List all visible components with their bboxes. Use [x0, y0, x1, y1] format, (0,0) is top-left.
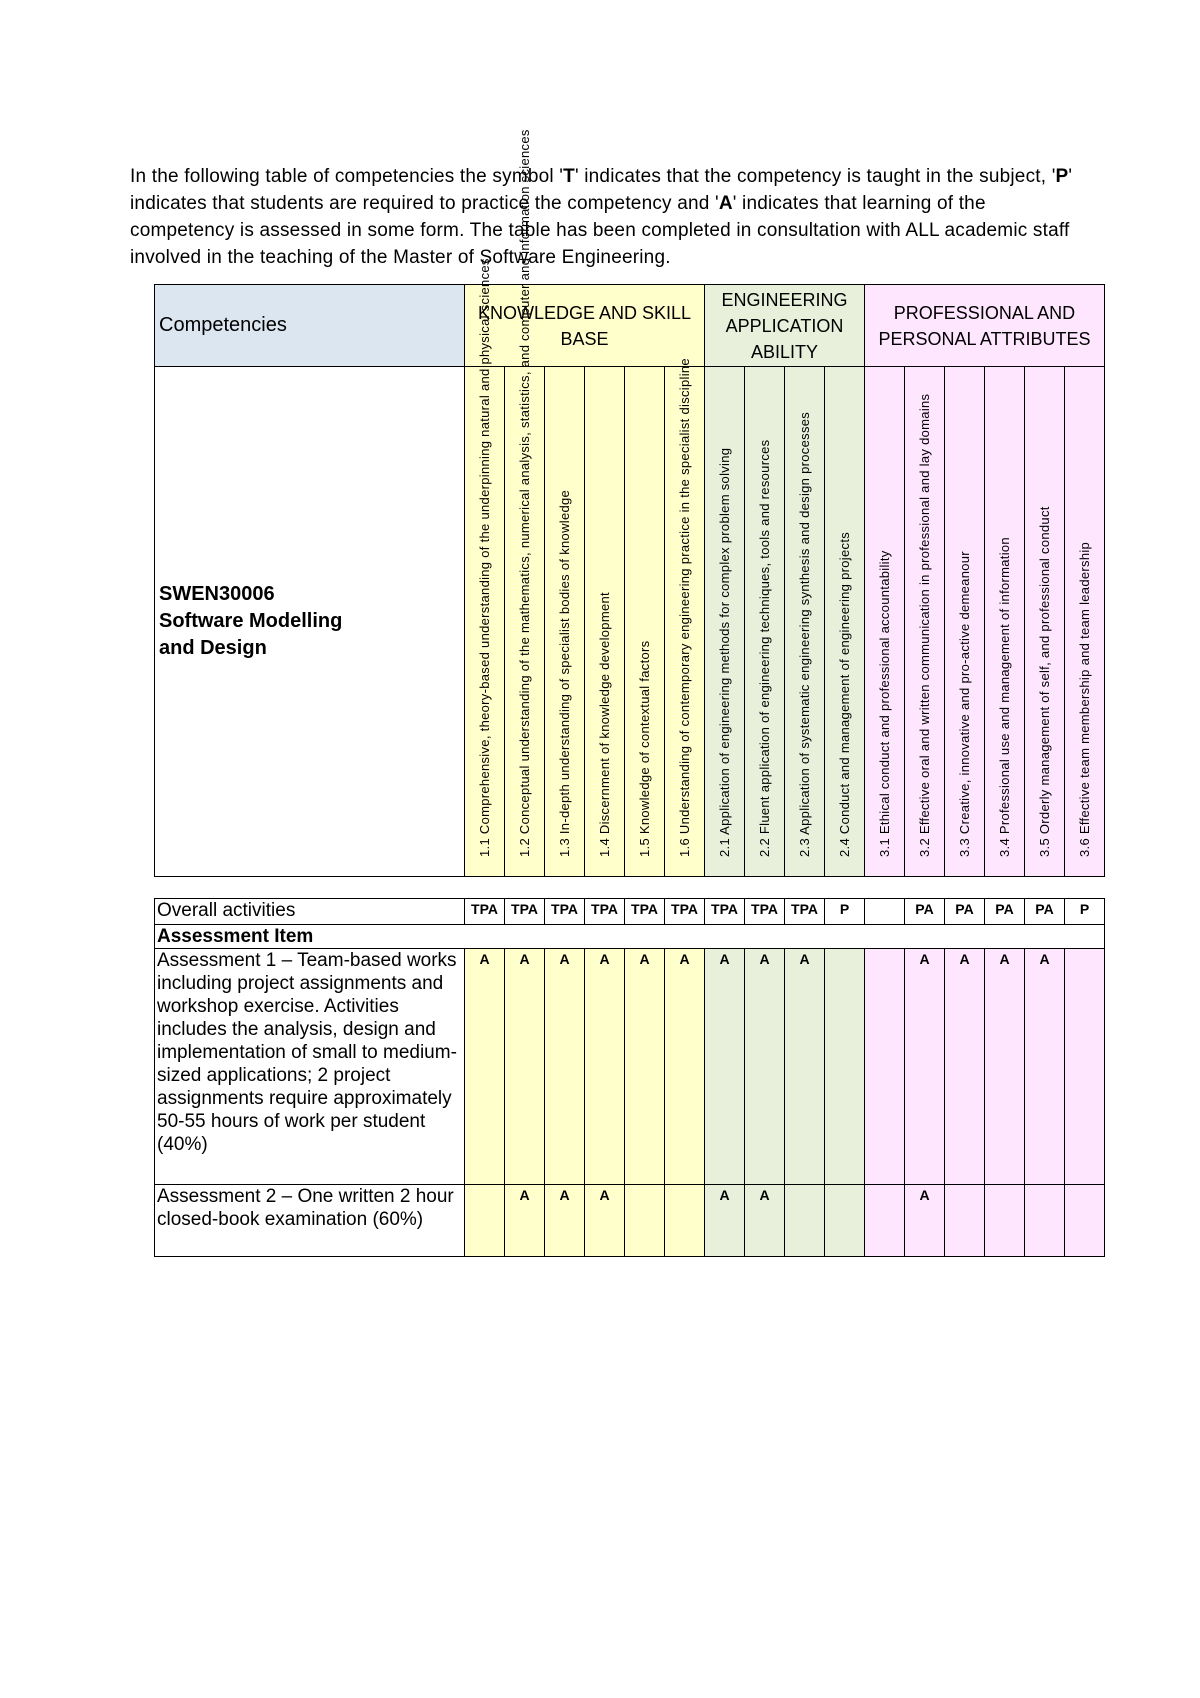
assessment-mark: [825, 949, 865, 1185]
competency-header-11: [865, 367, 905, 877]
assessment-item-header: Assessment Item: [155, 925, 1105, 949]
assessment-mark: A: [585, 1185, 625, 1257]
overall-mark: TPA: [545, 899, 585, 925]
competency-header-5: [625, 367, 665, 877]
competency-label: 1.3 In-depth understanding of specialist bodies of knowledge: [556, 489, 572, 857]
competency-label: 3.1 Ethical conduct and professional accountability: [876, 550, 892, 857]
competency-header-13: [945, 367, 985, 877]
overall-mark: TPA: [505, 899, 545, 925]
assessment-mark: A: [745, 949, 785, 1185]
subject-code: SWEN30006: [159, 583, 275, 605]
assessment-mark: A: [705, 1185, 745, 1257]
competencies-label: Competencies: [155, 285, 465, 367]
assessment-mark: A: [505, 949, 545, 1185]
competency-label: 3.2 Effective oral and written communication in professional and lay domains: [916, 393, 932, 857]
overall-mark: TPA: [665, 899, 705, 925]
group-knowledge: KNOWLEDGE AND SKILL BASE: [465, 285, 705, 367]
assessment-mark: [465, 1185, 505, 1257]
overall-mark: P: [825, 899, 865, 925]
competency-label: 3.3 Creative, innovative and pro-active demeanour: [956, 551, 972, 857]
assessment-mark: A: [1025, 949, 1065, 1185]
overall-mark: PA: [985, 899, 1025, 925]
competency-label: 1.4 Discernment of knowledge development: [596, 592, 612, 857]
assessment-mark: A: [545, 949, 585, 1185]
competency-header-4: [585, 367, 625, 877]
overall-mark: TPA: [705, 899, 745, 925]
assessment-mark: A: [545, 1185, 585, 1257]
assessment-mark: A: [905, 1185, 945, 1257]
subject-cell: [155, 367, 465, 877]
subject-name-line2: and Design: [159, 637, 267, 659]
competency-header-14: [985, 367, 1025, 877]
assessment-mark: [625, 1185, 665, 1257]
assessment-mark: A: [585, 949, 625, 1185]
subject-name-line1: Software Modelling: [159, 610, 343, 632]
assessment-2-label: Assessment 2 – One written 2 hour closed-book examination (60%): [155, 1185, 465, 1257]
symbol-t: T: [563, 166, 575, 187]
overall-mark: P: [1065, 899, 1105, 925]
overall-activities-label: Overall activities: [155, 899, 465, 925]
competency-header-2: [505, 129, 545, 877]
competency-header-6: [665, 358, 705, 877]
overall-mark: TPA: [585, 899, 625, 925]
assessment-mark: A: [945, 949, 985, 1185]
overall-mark: TPA: [785, 899, 825, 925]
assessment-mark: [985, 1185, 1025, 1257]
competency-label: 2.2 Fluent application of engineering techniques, tools and resources: [756, 439, 772, 857]
overall-mark: TPA: [745, 899, 785, 925]
competency-header-7: [705, 367, 745, 877]
assessment-mark: A: [625, 949, 665, 1185]
assessment-mark: A: [985, 949, 1025, 1185]
activities-table: [154, 898, 1105, 1257]
assessment-mark: [665, 1185, 705, 1257]
assessment-mark: A: [505, 1185, 545, 1257]
overall-mark: PA: [905, 899, 945, 925]
symbol-p: P: [1055, 166, 1069, 187]
assessment-mark: A: [705, 949, 745, 1185]
competency-label: 1.1 Comprehensive, theory-based understanding of the underpinning natural and physical sciences: [476, 258, 492, 857]
intro-paragraph: In the following table of competencies the symbol 'T' indicates that the competency is taught in the subject, 'P' indicates that students are required to practice the competency and 'A' indicates that learning of the competency is assessed in some form. The table has been completed in consultation with ALL academic staff involved in the teaching of the Master of Software Engineering.: [130, 166, 1073, 268]
assessment-mark: A: [905, 949, 945, 1185]
competency-header-9: [785, 367, 825, 877]
assessment-1-label: Assessment 1 – Team-based works including project assignments and workshop exercise. Activities includes the analysis, design and implementation of small to medium-sized applications; 2 project assignments require approximately 50-55 hours of work per student (40%): [155, 949, 465, 1185]
group-professional: PROFESSIONAL AND PERSONAL ATTRIBUTES: [865, 285, 1105, 367]
assessment-mark: [945, 1185, 985, 1257]
competency-header-10: [825, 367, 865, 877]
assessment-mark: [785, 1185, 825, 1257]
competency-label: 1.5 Knowledge of contextual factors: [636, 640, 652, 857]
overall-mark: PA: [1025, 899, 1065, 925]
competency-label: 1.6 Understanding of contemporary engineering practice in the specialist discipline: [676, 358, 692, 857]
competency-label: 2.1 Application of engineering methods for complex problem solving: [716, 447, 732, 857]
overall-mark: TPA: [625, 899, 665, 925]
overall-mark: [865, 899, 905, 925]
assessment-mark: [1065, 949, 1105, 1185]
competency-header-1: [465, 258, 505, 877]
group-engineering: ENGINEERING APPLICATION ABILITY: [705, 285, 865, 367]
competency-label: 3.6 Effective team membership and team leadership: [1076, 541, 1092, 857]
competency-header-8: [745, 367, 785, 877]
assessment-mark: A: [785, 949, 825, 1185]
assessment-mark: [1025, 1185, 1065, 1257]
assessment-mark: [825, 1185, 865, 1257]
competency-label: 3.5 Orderly management of self, and professional conduct: [1036, 506, 1052, 857]
assessment-mark: A: [745, 1185, 785, 1257]
competency-label: 1.2 Conceptual understanding of the mathematics, numerical analysis, statistics, and computer and information sciences: [516, 129, 532, 857]
competency-header-15: [1025, 367, 1065, 877]
competency-label: 2.4 Conduct and management of engineering projects: [836, 531, 852, 857]
competency-header-3: [545, 367, 585, 877]
assessment-mark: [1065, 1185, 1105, 1257]
competency-label: 2.3 Application of systematic engineering synthesis and design processes: [796, 411, 812, 857]
symbol-a: A: [718, 193, 733, 214]
competency-header-16: [1065, 367, 1105, 877]
overall-mark: TPA: [465, 899, 505, 925]
assessment-mark: [865, 949, 905, 1185]
competency-label: 3.4 Professional use and management of information: [996, 537, 1012, 857]
assessment-mark: [865, 1185, 905, 1257]
assessment-mark: A: [465, 949, 505, 1185]
overall-mark: PA: [945, 899, 985, 925]
competency-header-12: [905, 367, 945, 877]
assessment-mark: A: [665, 949, 705, 1185]
